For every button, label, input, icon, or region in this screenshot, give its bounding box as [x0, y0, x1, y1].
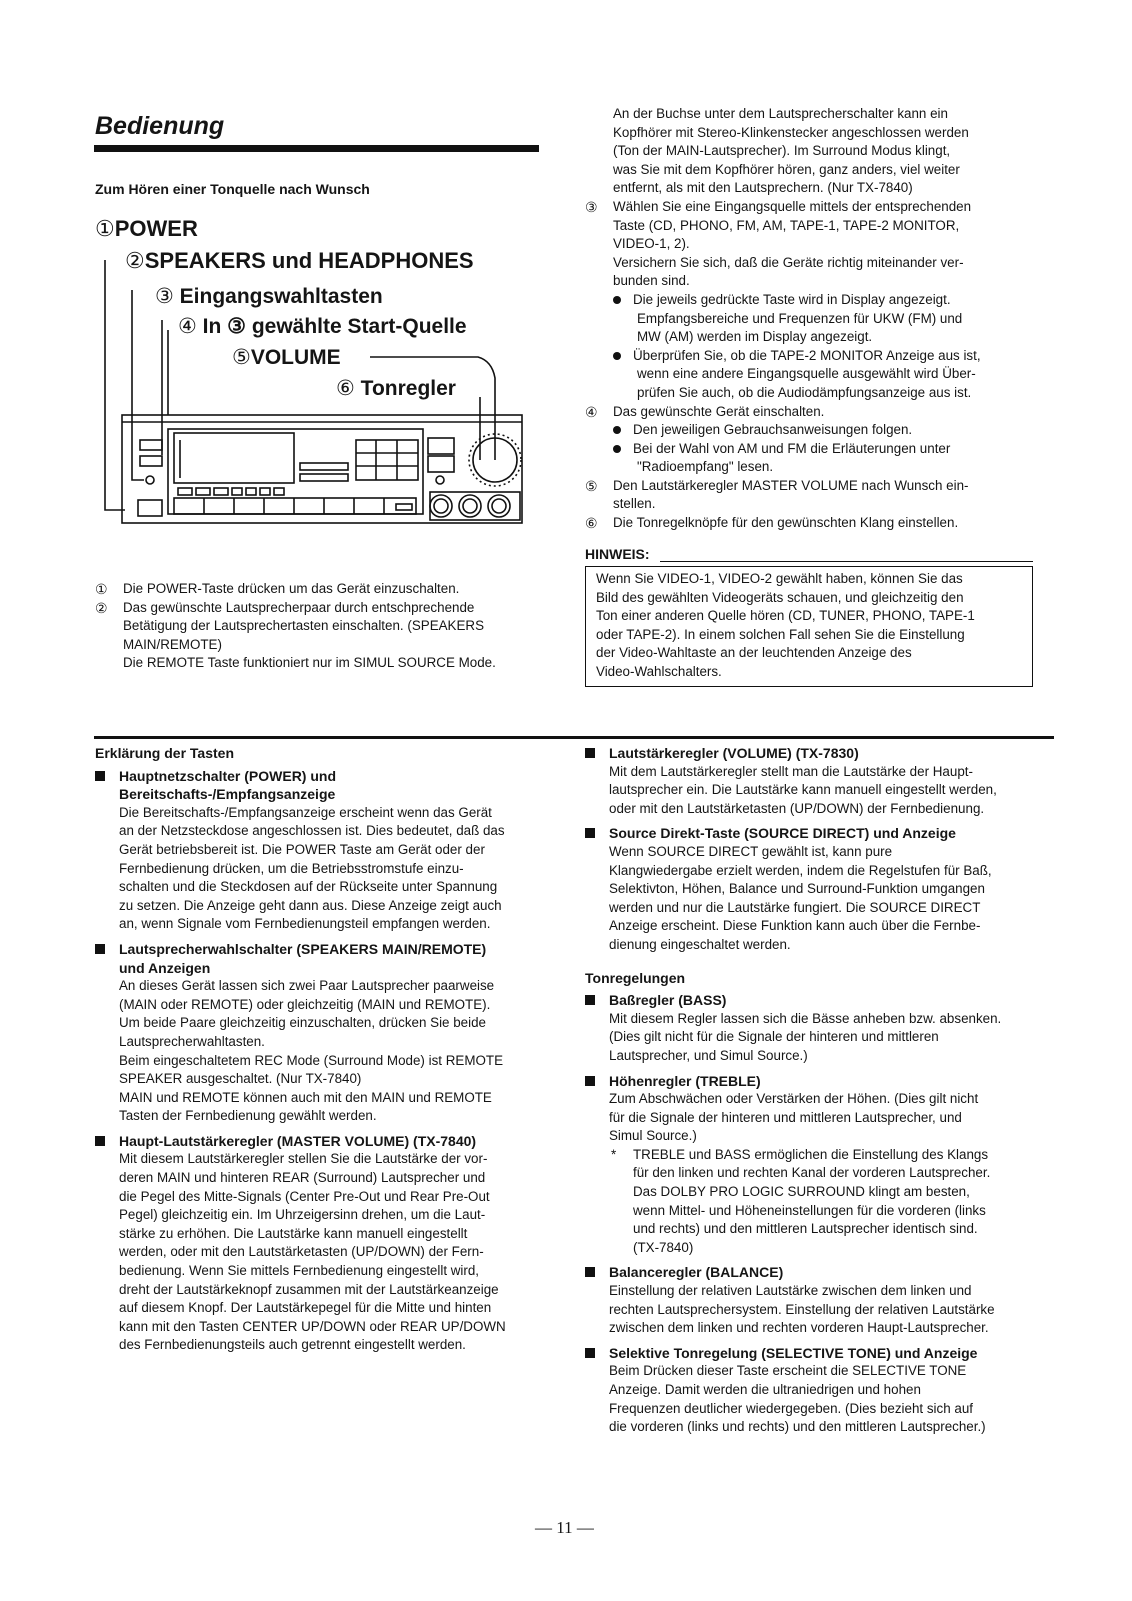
page-title: Bedienung	[95, 112, 225, 140]
item-line: Simul Source.)	[609, 1128, 697, 1144]
item-line: kann mit den Tasten CENTER UP/DOWN oder REAR UP/DOWN	[119, 1318, 506, 1334]
intro-line: An der Buchse unter dem Lautsprecherschalter kann ein	[613, 106, 948, 121]
square-bullet-icon	[585, 1348, 595, 1358]
item-line: Mit diesem Regler lassen sich die Bässe anheben bzw. absenken.	[609, 1010, 1002, 1026]
item-title: Bereitschafts-/Empfangsanzeige	[119, 786, 336, 803]
label-power-num: ①	[95, 216, 115, 241]
item-line: Beim eingeschaltetem REC Mode (Surround Mode) ist REMOTE	[119, 1052, 504, 1068]
intro-line: was Sie mit dem Kopfhörer hören, ganz anders, viel weiter	[613, 161, 960, 177]
item-line: Frequenzen deutlicher wiedergegeben. (Dies bezieht sich auf	[609, 1400, 973, 1416]
item-treble	[585, 1072, 1055, 1258]
receiver-front-panel-illustration	[100, 230, 530, 530]
step-3-bullet-cont: MW (AM) werden im Display angezeigt.	[637, 329, 873, 345]
note-line: und rechts) und den mittleren Lautsprecher identisch sind.	[633, 1221, 978, 1237]
item-line: Lautsprecherwahltasten.	[119, 1033, 265, 1049]
hinweis-line: oder TAPE-2). In einem solchen Fall sehen Sie die Einstellung	[596, 626, 965, 642]
item-line: An dieses Gerät lassen sich zwei Paar Lautsprecher paarweise	[119, 978, 495, 994]
item-line: MAIN und REMOTE können auch mit den MAIN und REMOTE	[119, 1089, 492, 1105]
item-line: dienung eingeschaltet werden.	[609, 936, 791, 952]
step-3-bullet: Die jeweils gedrückte Taste wird in Display angezeigt.	[613, 291, 981, 310]
square-bullet-icon	[95, 944, 105, 954]
step-3-num: ③	[585, 198, 598, 215]
step-1	[95, 580, 540, 599]
note-line: TREBLE und BASS ermöglichen die Einstellung des Klangs	[633, 1146, 989, 1162]
label-speakers-text: SPEAKERS und HEADPHONES	[144, 248, 474, 273]
step-1-line: Die POWER-Taste drücken um das Gerät einzuschalten.	[123, 581, 460, 596]
label-eingang-num: ③	[155, 285, 174, 308]
item-title: Lautstärkeregler (VOLUME) (TX-7830)	[609, 745, 859, 761]
power-button	[138, 500, 162, 516]
item-line: Anzeige erscheint. Diese Funktion kann auch über die Fernbe-	[609, 918, 981, 934]
item-line: Gerät betriebsbereit ist. Die POWER Taste am Gerät oder der	[119, 841, 485, 857]
hinweis-box	[585, 566, 1033, 687]
item-line: für die Signale der hinteren und mittleren Lautsprecher, und	[609, 1109, 962, 1125]
chassis	[122, 415, 522, 523]
bullet-icon	[613, 352, 621, 360]
step-2-line: Betätigung der Lautsprechertasten einschalten. (SPEAKERS	[123, 618, 485, 634]
item-title: und Anzeigen	[119, 959, 211, 976]
step-4-bullet: Den jeweiligen Gebrauchsanweisungen folgen.	[613, 421, 950, 440]
hinweis-line: Ton einer anderen Quelle hören (CD, TUNER, PHONO, TAPE-1	[596, 608, 975, 624]
hinweis-line: Video-Wahlschalters.	[596, 663, 722, 679]
bullet-icon	[613, 426, 621, 434]
step-5-line: Den Lautstärkeregler MASTER VOLUME nach Wunsch ein-	[613, 477, 969, 493]
item-line: auf diesem Knopf. Der Lautstärkepegel für die Mitte und hinten	[119, 1300, 492, 1316]
item-power	[95, 767, 545, 934]
item-line: stärke zu erhöhen. Die Lautstärke kann manuell eingestellt	[119, 1225, 468, 1241]
step-4-bullet: Bei der Wahl von AM und FM die Erläuterungen unter	[613, 440, 950, 459]
bullet-icon	[613, 296, 621, 304]
label-speakers-num: ②	[125, 248, 145, 273]
item-line: Wenn SOURCE DIRECT gewählt ist, kann pure	[609, 843, 893, 859]
item-title: Selektive Tonregelung (SELECTIVE TONE) und Anzeige	[609, 1344, 978, 1361]
step-4-bullet-cont: "Radioempfang" lesen.	[637, 459, 774, 475]
step-6-line: Die Tonregelknöpfe für den gewünschten Klang einstellen.	[613, 515, 959, 531]
item-line: Selektivton, Höhen, Balance und Surround-Funktion umgangen	[609, 881, 985, 897]
item-line: Die Bereitschafts-/Empfangsanzeige erscheint wenn das Gerät	[119, 804, 492, 820]
bullet-icon	[613, 445, 621, 453]
label-startquelle-num: ④	[178, 315, 197, 338]
section-heading: Tonregelungen	[585, 969, 686, 986]
step-3-line: Versichern Sie sich, daß die Geräte richtig miteinander ver-	[613, 254, 964, 270]
step-3-line: Wählen Sie eine Eingangsquelle mittels der entsprechenden	[613, 198, 972, 214]
step-3-line: Taste (CD, PHONO, FM, AM, TAPE-1, TAPE-2 MONITOR,	[613, 217, 960, 233]
section-subtitle: Zum Hören einer Tonquelle nach Wunsch	[95, 181, 370, 197]
label-volume-num: ⑤	[232, 346, 251, 369]
page-number: — 11 —	[535, 1518, 594, 1537]
item-volume	[585, 744, 1055, 818]
hinweis-line: der Video-Wahltaste an der leuchtenden Anzeige des	[596, 645, 912, 661]
step-3-bullet-cont: wenn eine andere Eingangsquelle ausgewählt wird Über-	[637, 366, 976, 382]
note-line: Das DOLBY PRO LOGIC SURROUND klingt am besten,	[633, 1184, 970, 1200]
step-3-bullet-cont: Empfangsbereiche und Frequenzen für UKW (FM) und	[637, 310, 963, 326]
item-line: an, wenn Signale vom Fernbedienungsteil empfangen werden.	[119, 916, 491, 932]
hinweis-line: Wenn Sie VIDEO-1, VIDEO-2 gewählt haben, können Sie das	[596, 571, 963, 586]
item-line: Anzeige. Damit werden die ultraniedrigen und hohen	[609, 1382, 921, 1397]
item-line: des Fernbedienungsteils auch getrennt eingestellt werden.	[119, 1337, 466, 1353]
square-bullet-icon	[585, 1267, 595, 1277]
square-bullet-icon	[585, 828, 595, 838]
item-line: dreht der Lautstärkeknopf zusammen mit der Lautstärkeanzeige	[119, 1281, 499, 1297]
item-line: SPEAKER ausgeschaltet. (Nur TX-7840)	[119, 1071, 362, 1087]
step-3-bullet: Überprüfen Sie, ob die TAPE-2 MONITOR Anzeige aus ist,	[613, 347, 981, 366]
step-3-bullet-cont: prüfen Sie auch, ob die Audiodämpfungsanzeige aus ist.	[637, 384, 972, 400]
item-line: Fernbedienung drücken, um die Betriebsstromstufe einzu-	[119, 860, 464, 876]
display-window	[174, 433, 294, 483]
step-3-line: VIDEO-1, 2).	[613, 236, 690, 252]
leader-speakers	[132, 290, 144, 480]
step-6-num: ⑥	[585, 515, 598, 532]
step-5	[585, 477, 1045, 514]
item-line: oder mit den Lautstärketasten (UP/DOWN) der Fernbedienung.	[609, 800, 985, 816]
right-upper-column	[585, 105, 1045, 533]
item-line: die vorderen (links und rechts) und den mittleren Lautsprecher.)	[609, 1419, 986, 1435]
intro-line: Kopfhörer mit Stereo-Klinkenstecker angeschlossen werden	[613, 124, 969, 140]
step-4-num: ④	[585, 403, 598, 420]
item-line: werden und nur die Lautstärke fungiert. Die SOURCE DIRECT	[609, 899, 981, 915]
item-line: Einstellung der relativen Lautstärke zwischen dem linken und	[609, 1283, 972, 1299]
item-source-direct	[585, 824, 1055, 954]
item-line: lautsprecher ein. Die Lautstärke kann manuell eingestellt werden,	[609, 782, 997, 798]
lower-right-column	[585, 744, 1055, 1437]
item-line: schalten und die Steckdosen auf der Rückseite unter Spannung	[119, 879, 498, 895]
item-bass	[585, 991, 1055, 1065]
item-line: Tasten der Fernbedienung gewählt werden.	[119, 1108, 377, 1124]
item-line: deren MAIN und hinteren REAR (Surround) Lautsprecher und	[119, 1170, 486, 1186]
note-line: (TX-7840)	[633, 1239, 694, 1255]
step-3	[585, 198, 1045, 403]
item-line: Zum Abschwächen oder Verstärken der Höhen. (Dies gilt nicht	[609, 1091, 979, 1107]
step-2-line: Die REMOTE Taste funktioniert nur im SIMUL SOURCE Mode.	[123, 655, 496, 671]
label-volume-text: VOLUME	[250, 346, 341, 369]
item-line: Lautsprecher, und Simul Source.)	[609, 1047, 808, 1063]
item-line: Mit diesem Lautstärkeregler stellen Sie die Lautstärke der vor-	[119, 1151, 488, 1167]
item-line: (MAIN oder REMOTE) oder gleichzeitig (MAIN und REMOTE).	[119, 996, 491, 1012]
label-tonregler-num: ⑥	[336, 377, 355, 400]
step-6	[585, 514, 1045, 533]
item-line: rechten Lautsprechersystem. Einstellung der relativen Lautstärke	[609, 1301, 995, 1317]
item-title: Hauptnetzschalter (POWER) und	[119, 767, 337, 784]
label-power-text: POWER	[114, 216, 198, 241]
lower-left-column	[95, 744, 545, 1355]
intro-line: entfernt, als mit den Lautsprechern. (Nur TX-7840)	[613, 180, 913, 196]
square-bullet-icon	[95, 1136, 105, 1146]
step-2	[95, 599, 540, 673]
steps-left	[95, 580, 540, 673]
item-title: Haupt-Lautstärkeregler (MASTER VOLUME) (TX-7840)	[119, 1132, 477, 1149]
square-bullet-icon	[585, 748, 595, 758]
asterisk-icon: *	[611, 1146, 617, 1162]
step-2-num: ②	[95, 599, 108, 616]
item-selective-tone	[585, 1344, 1055, 1437]
treble-note	[609, 1146, 990, 1258]
item-line: Beim Drücken dieser Taste erscheint die SELECTIVE TONE	[609, 1363, 967, 1379]
item-title: Baßregler (BASS)	[609, 992, 727, 1009]
square-bullet-icon	[585, 1076, 595, 1086]
item-balance	[585, 1263, 1055, 1337]
hinweis-line: Bild des gewählten Videogeräts schauen, und gleichzeitig den	[596, 589, 964, 605]
item-line: die Pegel des Mitte-Signals (Center Pre-Out und Rear Pre-Out	[119, 1188, 490, 1204]
label-startquelle-text: In ③ gewählte Start-Quelle	[202, 315, 467, 338]
step-3-line: bunden sind.	[613, 273, 690, 289]
item-line: zu setzen. Die Anzeige geht dann aus. Diese Anzeige zeigt auch	[119, 897, 502, 913]
leader-volume	[370, 357, 495, 460]
item-title: Lautsprecherwahlschalter (SPEAKERS MAIN/REMOTE)	[119, 940, 487, 957]
square-bullet-icon	[585, 995, 595, 1005]
note-line: für den linken und rechten Kanal der vorderen Lautsprecher.	[633, 1165, 991, 1181]
section-separator	[94, 736, 1054, 739]
item-line: zwischen dem linken und rechten vorderen Haupt-Lautsprecher.	[609, 1320, 989, 1336]
item-line: (Dies gilt nicht für die Signale der hinteren und mittleren	[609, 1029, 939, 1045]
item-line: an der Netzsteckdose angeschlossen ist. Dies bedeutet, daß das	[119, 823, 505, 839]
item-line: Klangwiedergabe erzielt werden, indem die Regelstufen für Baß,	[609, 862, 992, 878]
item-line: Mit dem Lautstärkeregler stellt man die Lautstärke der Haupt-	[609, 763, 973, 779]
step-1-num: ①	[95, 581, 108, 597]
item-line: Pegel) gleichzeitig ein. Im Uhrzeigersinn drehen, um die Laut-	[119, 1207, 486, 1223]
note-line: wenn Mittel- und Höheneinstellungen für die vorderen (links	[633, 1202, 986, 1218]
section-heading: Erklärung der Tasten	[95, 745, 235, 761]
step-2-line: Das gewünschte Lautsprecherpaar durch entschprechende	[123, 599, 475, 615]
item-title: Höhenregler (TREBLE)	[609, 1072, 761, 1089]
intro-line: (Ton der MAIN-Lautsprecher). Im Surround Modus klingt,	[613, 143, 951, 159]
step-4-line: Das gewünschte Gerät einschalten.	[613, 403, 825, 419]
item-line: Um beide Paare gleichzeitig einzuschalten, drücken Sie beide	[119, 1015, 486, 1031]
hinweis-label: HINWEIS:	[585, 546, 650, 562]
hinweis-rule	[660, 561, 1033, 562]
item-title: Source Direkt-Taste (SOURCE DIRECT) und Anzeige	[609, 825, 956, 842]
item-line: bedienung. Wenn Sie mittels Fernbedienung eingestellt wird,	[119, 1263, 480, 1279]
label-eingang-text: Eingangswahltasten	[179, 285, 383, 308]
label-tonregler-text: Tonregler	[360, 377, 456, 400]
step-4	[585, 403, 1045, 477]
step-5-line: stellen.	[613, 496, 656, 512]
item-title: Balanceregler (BALANCE)	[609, 1264, 784, 1281]
step-2-line: MAIN/REMOTE)	[123, 636, 222, 652]
item-master-volume	[95, 1132, 545, 1355]
square-bullet-icon	[95, 771, 105, 781]
item-speakers	[95, 940, 545, 1126]
title-rule	[94, 145, 539, 152]
step-5-num: ⑤	[585, 477, 598, 494]
item-line: werden, oder mit den Lautstärketasten (UP/DOWN) der Fern-	[119, 1244, 484, 1260]
